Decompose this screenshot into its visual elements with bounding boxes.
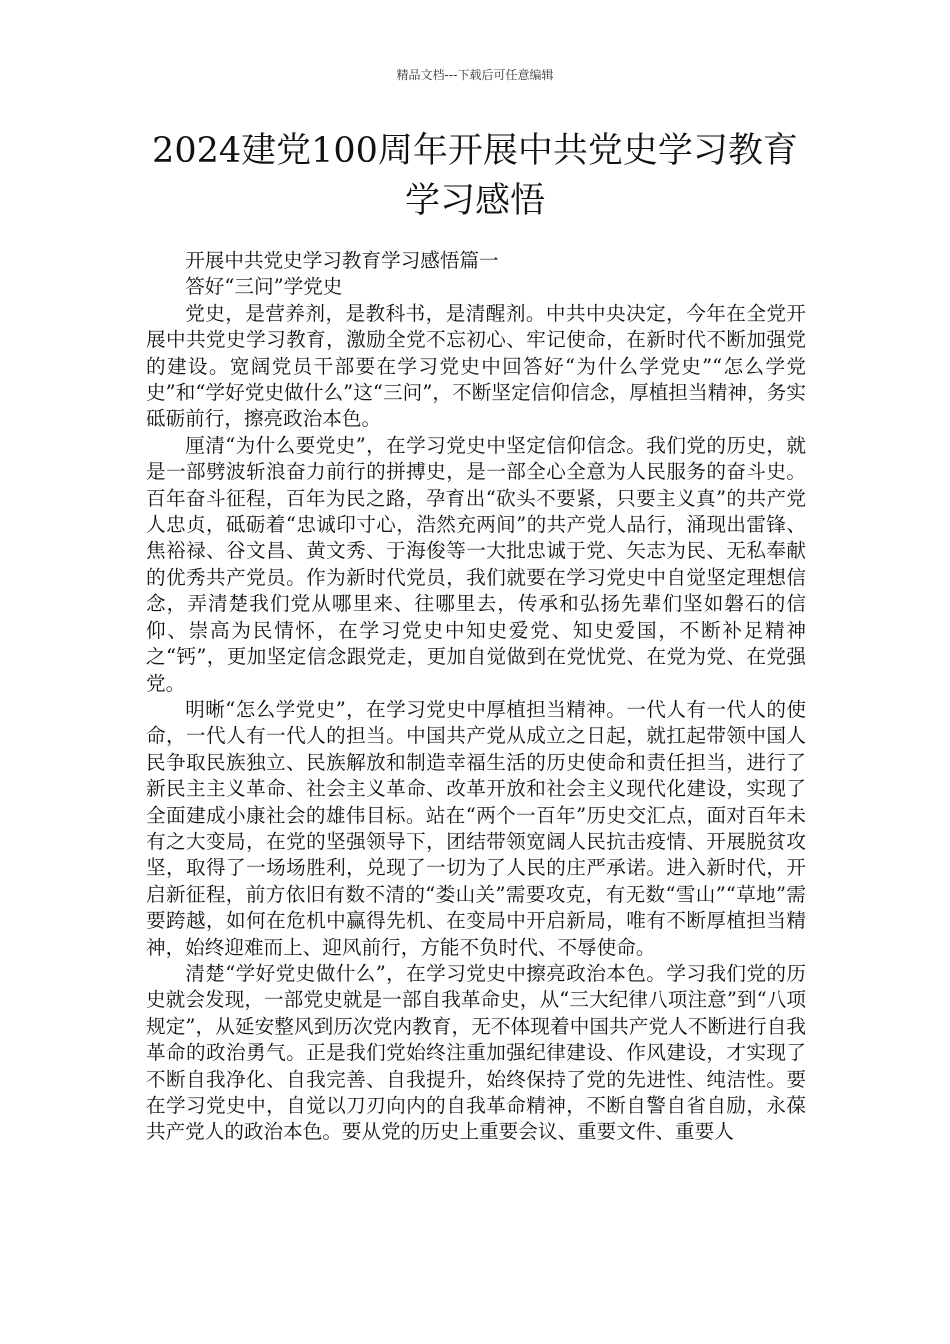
title-line-2: 学习感悟 — [404, 181, 545, 221]
document-body — [146, 248, 806, 1146]
section-heading: 开展中共党史学习教育学习感悟篇一 — [185, 249, 499, 272]
paragraph: 厘清“为什么要党史”，在学习党史中坚定信仰信念。我们党的历史，就是一部劈波斩浪奋力前行的拼搏史，是一部全心全意为人民服务的奋斗史。百年奋斗征程，百年为民之路，孕育出“砍头不要紧，只要主义真”的共产党人忠贞，砥砺着“忠诚印寸心，浩然充两间”的共产党人品行，涌现出雷锋、焦裕禄、谷文昌、黄文秀、于海俊等一大批忠诚于党、矢志为民、无私奉献的优秀共产党员。作为新时代党员，我们就要在学习党史中自觉坚定理想信念，弄清楚我们党从哪里来、往哪里去，传承和弘扬先辈们坚如磐石的信仰、崇高为民情怀，在学习党史中知史爱党、知史爱国，不断补足精神之“钙”，更加坚定信念跟党走，更加自觉做到在党忧党、在党为党、在党强党。 — [146, 433, 806, 695]
subheading: 答好“三问”学党史 — [185, 275, 343, 299]
document-title — [120, 126, 830, 226]
page-header: 精品文档---下载后可任意编辑 — [396, 68, 554, 82]
paragraph: 明晰“怎么学党史”，在学习党史中厚植担当精神。一代人有一代人的使命，一代人有一代人的担当。中国共产党从成立之日起，就扛起带领中国人民争取民族独立、民族解放和制造幸福生活的历史使命和责任担当，进行了新民主主义革命、社会主义革命、改革开放和社会主义现代化建设，实现了全面建成小康社会的雄伟目标。站在“两个一百年”历史交汇点，面对百年未有之大变局，在党的坚强领导下，团结带领宽阔人民抗击疫情、开展脱贫攻坚，取得了一场场胜利，兑现了一切为了人民的庄严承诺。进入新时代，开启新征程，前方依旧有数不清的“娄山关”需要攻克，有无数“雪山”“草地”需要跨越，如何在危机中赢得先机、在变局中开启新局，唯有不断厚植担当精神，始终迎难而上、迎风前行，方能不负时代、不辱使命。 — [146, 697, 806, 959]
paragraph: 清楚“学好党史做什么”，在学习党史中擦亮政治本色。学习我们党的历史就会发现，一部党史就是一部自我革命史，从“三大纪律八项注意”到“八项规定”，从延安整风到历次党内教育，无不体现着中国共产党人不断进行自我革命的政治勇气。正是我们党始终注重加强纪律建设、作风建设，才实现了不断自我净化、自我完善、自我提升，始终保持了党的先进性、纯洁性。要在学习党史中，自觉以刀刃向内的自我革命精神，不断自警自省自励，永葆共产党人的政治本色。要从党的历史上重要会议、重要文件、重要人 — [146, 961, 806, 1144]
title-line-1: 2024建党100周年开展中共党史学习教育 — [152, 131, 798, 171]
paragraph: 党史，是营养剂，是教科书，是清醒剂。中共中央决定，今年在全党开展中共党史学习教育，激励全党不忘初心、牢记使命，在新时代不断加强党的建设。宽阔党员干部要在学习党史中回答好“为什么学党史”“怎么学党史”和“学好党史做什么”这“三问”，不断坚定信仰信念，厚植担当精神，务实砥砺前行，擦亮政治本色。 — [146, 301, 806, 431]
